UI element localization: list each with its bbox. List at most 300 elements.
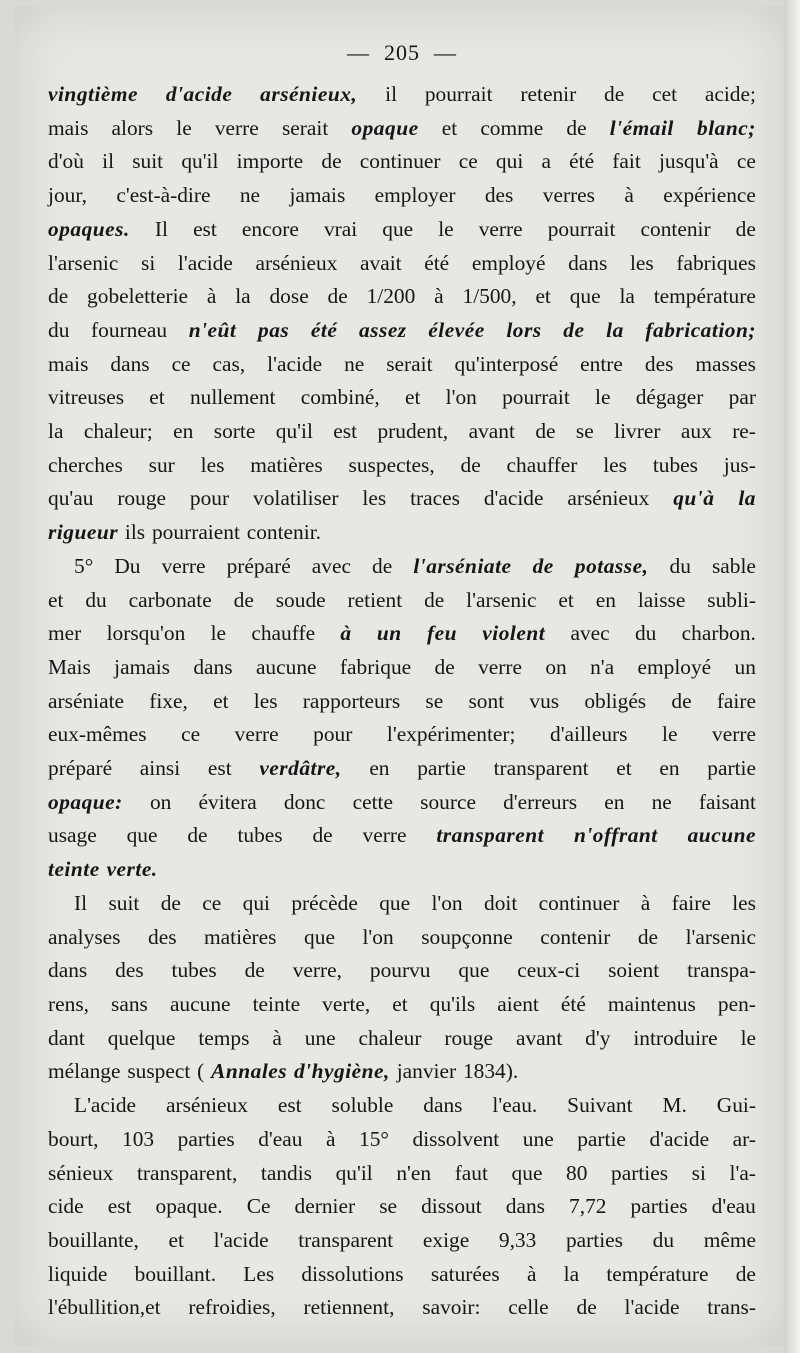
word: en (604, 789, 625, 814)
word: pourraient (151, 520, 240, 545)
word: partie (707, 756, 756, 781)
word: expérience (663, 183, 756, 208)
word: retient (347, 587, 403, 612)
italic-word: transparent (436, 823, 545, 848)
word: dans (423, 1093, 463, 1118)
word: l'expérimenter; (386, 722, 516, 747)
italic-word: de (532, 553, 554, 578)
word: faut (454, 1160, 488, 1185)
word: en (659, 756, 680, 781)
word: bourt, (48, 1126, 99, 1151)
italic-word: Annales (211, 1059, 288, 1084)
word: des (115, 958, 144, 983)
word: aucune (255, 654, 317, 679)
italic-word: blanc; (697, 115, 756, 140)
word: été (569, 149, 595, 174)
word: arsénieux (567, 486, 650, 511)
word: verre (234, 722, 279, 747)
word: ce (458, 149, 478, 174)
word: 80 (566, 1160, 588, 1185)
word: dans (505, 1194, 545, 1219)
word: de (535, 419, 556, 444)
word: analyses (48, 924, 121, 949)
word: que (382, 216, 414, 241)
word: qu'au (48, 486, 94, 511)
word: 9,33 (498, 1227, 537, 1252)
word: on (545, 654, 567, 679)
word: 1/500, (462, 284, 517, 309)
word: parties (611, 1160, 669, 1185)
word: et (441, 115, 458, 140)
word: jamais (114, 654, 170, 679)
word: continuer (538, 890, 620, 915)
word: usage (48, 823, 97, 848)
italic-word: aucune (687, 823, 756, 848)
word: chauffer (506, 452, 578, 477)
text-line (48, 1224, 756, 1258)
italic-word: d'acide (165, 82, 233, 106)
word: la (619, 284, 635, 309)
word: transparent (298, 1227, 394, 1252)
italic-word: lors (506, 317, 542, 342)
word: ne (344, 351, 365, 376)
word: quelque (107, 1025, 176, 1050)
word: verre, (292, 958, 342, 983)
word: si (691, 1160, 706, 1185)
word: l'on (445, 385, 477, 410)
word: de (735, 216, 756, 241)
word: soient (608, 958, 660, 983)
word: que (569, 284, 601, 309)
word: transparent (493, 756, 589, 781)
word: sable (711, 553, 756, 578)
word: préparé (48, 756, 113, 781)
word: du (669, 553, 691, 578)
word: contenir (640, 216, 711, 241)
word: partie (417, 756, 466, 781)
word: combiné, (300, 385, 380, 410)
word: continuer (359, 149, 441, 174)
word: bouillant. (134, 1261, 217, 1286)
word: vus (529, 688, 560, 713)
page-number (48, 34, 756, 72)
word: l'on (362, 924, 394, 949)
word: qu'interposé (454, 351, 559, 376)
word: partie (577, 1126, 626, 1151)
word: est (333, 419, 358, 444)
word: avant (468, 419, 515, 444)
text-line (48, 853, 756, 887)
text-line (48, 449, 756, 483)
word: verre (712, 722, 756, 747)
text-line (48, 179, 756, 213)
word: importe (236, 149, 304, 174)
word: le (210, 621, 227, 646)
word: que (458, 958, 490, 983)
word: cide (48, 1194, 84, 1219)
page-text (48, 34, 756, 1325)
word: janvier (396, 1059, 457, 1084)
word: rens, (48, 991, 89, 1016)
word: verre (214, 115, 259, 140)
word: se (425, 688, 444, 713)
word: masses (695, 351, 756, 376)
text-line (48, 819, 756, 853)
word: de (460, 452, 481, 477)
word: de (424, 587, 445, 612)
word: d'ailleurs (550, 722, 628, 747)
word: sur (148, 452, 175, 477)
word: pourvu (369, 958, 431, 983)
word: de (233, 587, 254, 612)
word: aux (680, 419, 712, 444)
word: du (652, 1227, 675, 1252)
word: suit (108, 890, 140, 915)
word: mer (48, 621, 82, 646)
word: source (420, 789, 476, 814)
word: serait (386, 351, 433, 376)
word: les (732, 890, 756, 915)
word: de (735, 1261, 756, 1286)
word: verre (161, 553, 206, 578)
word: liquide (48, 1261, 108, 1286)
word: Suivant (567, 1093, 633, 1118)
word: est (107, 1194, 132, 1219)
word: alors (111, 115, 154, 140)
word: opaque. (155, 1194, 223, 1219)
word: d'acide (483, 486, 544, 511)
word: chaleur (358, 1025, 422, 1050)
word: sénieux (48, 1160, 114, 1185)
text-line (48, 921, 756, 955)
word: ainsi (139, 756, 181, 781)
word: de (576, 1295, 597, 1320)
word: d'eau (258, 1126, 303, 1151)
word: 7,72 (569, 1194, 607, 1219)
text-line (48, 1055, 756, 1089)
word: d'y (585, 1025, 611, 1050)
word: suspectes, (348, 452, 435, 477)
word: de (321, 149, 342, 174)
word: évitera (198, 789, 257, 814)
text-line (48, 112, 756, 146)
italic-word: la (606, 317, 624, 342)
word: bouillante, (48, 1227, 139, 1252)
word: verre (362, 823, 407, 848)
word: que (304, 924, 335, 949)
word: une (522, 1126, 554, 1151)
word: savoir: (422, 1295, 481, 1320)
word: l'acide (177, 250, 233, 275)
word: le (595, 385, 611, 410)
text-line (48, 685, 756, 719)
word: faisant (698, 789, 756, 814)
word: encore (241, 216, 299, 241)
word: 1/200 (366, 284, 416, 309)
text-line (48, 988, 756, 1022)
word: ( (197, 1059, 205, 1084)
word: le (740, 1025, 756, 1050)
italic-word: été (310, 317, 338, 342)
word: donc (283, 789, 326, 814)
text-line (48, 1258, 756, 1292)
word: à (325, 1126, 336, 1151)
word: dose (269, 284, 309, 309)
word: qui (242, 890, 270, 915)
text-line (48, 954, 756, 988)
word: tubes (652, 452, 698, 477)
word: vitreuses (48, 385, 125, 410)
word: sorte (213, 419, 256, 444)
word: mais (48, 115, 89, 140)
word: la (48, 419, 64, 444)
word: dant (48, 1025, 85, 1050)
word: ne (651, 789, 672, 814)
text-line (48, 1291, 756, 1325)
word: par (728, 385, 756, 410)
word: obligés (584, 688, 647, 713)
word: qu'il (181, 149, 219, 174)
word: et (213, 688, 229, 713)
word: a (541, 149, 551, 174)
word: du (48, 317, 70, 342)
word: carbonate (128, 587, 212, 612)
word: eux-mêmes (48, 722, 147, 747)
text-line (48, 887, 756, 921)
word: l'arsenic (685, 924, 756, 949)
word: chauffe (251, 621, 316, 646)
word: refroidies, (188, 1295, 276, 1320)
word: tubes (237, 823, 283, 848)
word: en (369, 756, 390, 781)
word: arséniate (48, 688, 125, 713)
word: re- (732, 419, 756, 444)
word: volatiliser (253, 486, 339, 511)
word: dans (568, 250, 608, 275)
text-line (48, 1022, 756, 1056)
word: n'a (590, 654, 615, 679)
italic-word: rigueur (48, 520, 119, 545)
italic-word: d'hygiène, (293, 1059, 390, 1084)
word: dissolvent (412, 1126, 500, 1151)
text-line (48, 550, 756, 584)
word: L'acide (74, 1093, 137, 1118)
word: tandis (260, 1160, 313, 1185)
italic-word: opaques. (48, 216, 130, 241)
word: les (253, 688, 278, 713)
word: l'ébullition,et (48, 1295, 161, 1320)
word: vrai (323, 216, 358, 241)
word: sont (468, 688, 505, 713)
word: on (149, 789, 172, 814)
word: les (603, 452, 627, 477)
word: et (48, 587, 64, 612)
page-edge (784, 0, 800, 1353)
word: prudent, (377, 419, 449, 444)
word: et (535, 284, 551, 309)
word: soupçonne (421, 924, 513, 949)
word: Les (243, 1261, 275, 1286)
word: la (563, 1261, 580, 1286)
word: mais (48, 351, 89, 376)
word: temps (198, 1025, 250, 1050)
dash-right: — (434, 40, 457, 65)
word: ce (171, 351, 191, 376)
word: Ce (246, 1194, 271, 1219)
word: les (200, 452, 225, 477)
word: été (424, 250, 450, 275)
word: avait (360, 250, 402, 275)
word: suspect (127, 1059, 191, 1084)
word: 1834). (462, 1059, 519, 1084)
word: dans (48, 958, 88, 983)
word: entre (580, 351, 623, 376)
word: de (48, 284, 69, 309)
word: de (327, 284, 348, 309)
word: se (575, 419, 594, 444)
word: l'on (431, 890, 463, 915)
word: ils (124, 520, 146, 545)
text-line (48, 786, 756, 820)
word: à (206, 284, 217, 309)
italic-word: teinte (48, 857, 100, 882)
word: il (102, 149, 115, 174)
word: d'erreurs (503, 789, 578, 814)
italic-word: fabrication; (645, 317, 756, 342)
word: livrer (614, 419, 661, 444)
word: les (629, 250, 654, 275)
word: matières (204, 924, 277, 949)
word: et (558, 587, 574, 612)
italic-word: verdâtre, (259, 756, 342, 781)
word: Gui- (716, 1093, 756, 1118)
word: parties (177, 1126, 235, 1151)
word: lorsqu'on (106, 621, 186, 646)
word: soude (275, 587, 326, 612)
italic-word: n'eût (188, 317, 237, 342)
word: et (616, 756, 632, 781)
word: des (148, 924, 177, 949)
word: mélange (48, 1059, 121, 1084)
word: teinte (252, 991, 301, 1016)
word: tubes (171, 958, 217, 983)
word: fixe, (149, 688, 188, 713)
word: cet (652, 82, 678, 106)
word: verres (542, 183, 596, 208)
word: que (379, 890, 411, 915)
word: l'acide (267, 351, 323, 376)
word: que (126, 823, 158, 848)
word: qui (495, 149, 524, 174)
word: pour (313, 722, 353, 747)
word: traces (410, 486, 460, 511)
word: qu'il (335, 1160, 373, 1185)
word: verte, (322, 991, 371, 1016)
text-line (48, 213, 756, 247)
body-text (48, 78, 756, 1325)
word: avec (570, 621, 610, 646)
text-line (48, 381, 756, 415)
word: pourrait (502, 385, 570, 410)
word: cette (352, 789, 393, 814)
text-line (48, 1123, 756, 1157)
word: d'eau (711, 1194, 756, 1219)
text-line (48, 1089, 756, 1123)
text-line (48, 651, 756, 685)
word: et (404, 385, 421, 410)
word: précède (291, 890, 358, 915)
word: subli- (707, 587, 756, 612)
word: fabrique (339, 654, 412, 679)
word: ce (202, 890, 222, 915)
text-line (48, 78, 756, 112)
word: il (385, 82, 398, 106)
word: dernier (294, 1194, 356, 1219)
word: le (662, 722, 678, 747)
word: faire (716, 688, 756, 713)
word: est (277, 1093, 302, 1118)
word: l'a- (729, 1160, 756, 1185)
word: ne (239, 183, 261, 208)
word: de (312, 823, 333, 848)
text-line (48, 617, 756, 651)
word: introduire (633, 1025, 718, 1050)
word: à (272, 1025, 282, 1050)
text-line (48, 718, 756, 752)
italic-word: élevée (428, 317, 485, 342)
dash-left: — (347, 40, 370, 65)
word: température (653, 284, 756, 309)
word: contenir. (246, 520, 321, 545)
word: en (173, 419, 194, 444)
word: arsénieux (165, 1093, 248, 1118)
word: sans (111, 991, 148, 1016)
word: du (634, 621, 657, 646)
word: avant (515, 1025, 563, 1050)
word: de (434, 654, 455, 679)
word: soluble (331, 1093, 394, 1118)
word: qu'il (275, 419, 313, 444)
text-line (48, 1190, 756, 1224)
word: température (606, 1261, 709, 1286)
word: Il (154, 216, 168, 241)
word: l'acide (624, 1295, 680, 1320)
word: de (187, 823, 208, 848)
word: jamais (289, 183, 346, 208)
word: la (235, 284, 251, 309)
italic-word: vingtième (48, 82, 139, 106)
italic-word: l'arséniate (413, 553, 512, 578)
word: n'en (396, 1160, 432, 1185)
word: employé (637, 654, 712, 679)
word: trans- (707, 1295, 756, 1320)
word: ce (736, 149, 756, 174)
word: maintenus (607, 991, 696, 1016)
word: 103 (122, 1126, 155, 1151)
word: gobeletterie (87, 284, 189, 309)
word: de (604, 82, 625, 106)
word: employer (374, 183, 456, 208)
word: des (484, 183, 514, 208)
word: fourneau (91, 317, 168, 342)
word: et (149, 385, 165, 410)
word: les (362, 486, 387, 511)
word: même (703, 1227, 756, 1252)
word: arsénieux (255, 250, 338, 275)
italic-word: opaque: (48, 789, 123, 814)
word: un (734, 654, 756, 679)
word: serait (281, 115, 329, 140)
